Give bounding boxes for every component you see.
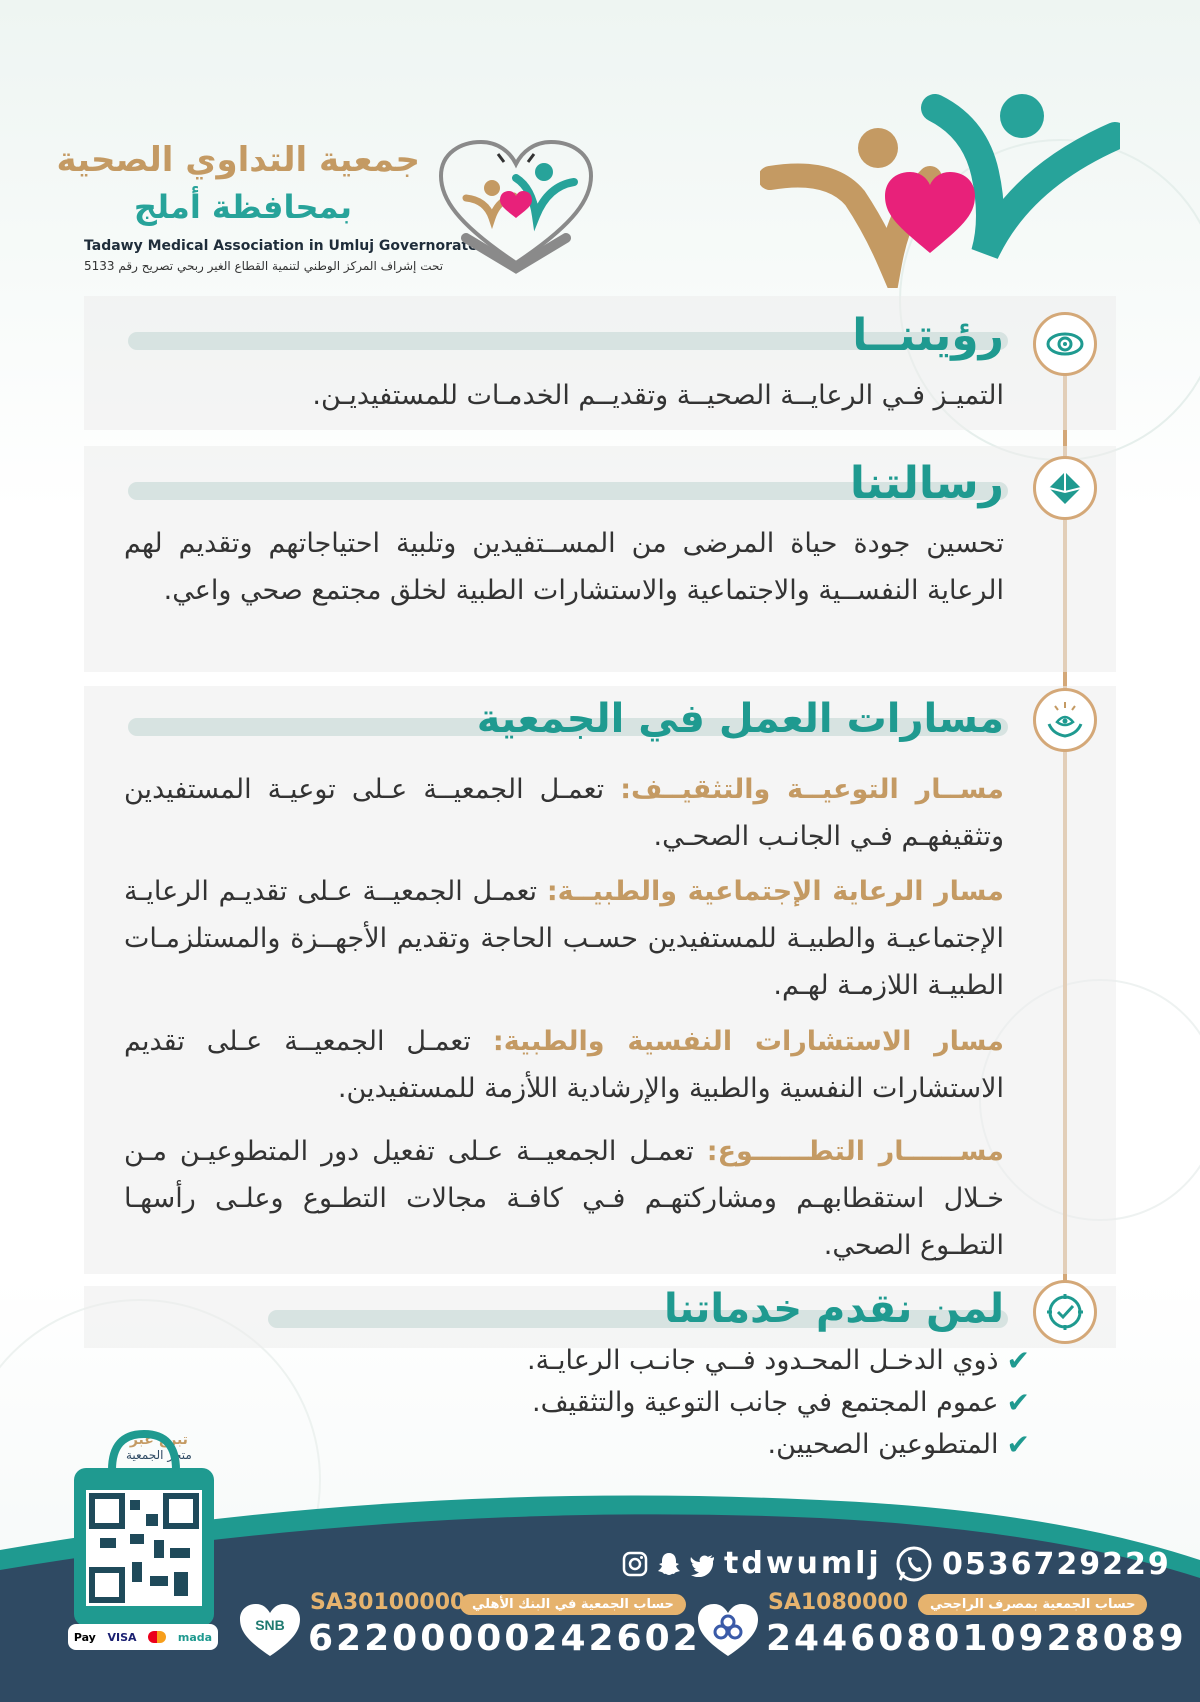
apple-pay-label: Pay [73, 1630, 96, 1644]
org-name-ar-line1: جمعية التداوي الصحية [56, 140, 420, 180]
beneficiary-text: عموم المجتمع في جانب التوعية والتثقيف. [532, 1387, 999, 1418]
bank2-label: حساب الجمعية في البنك الأهلي [460, 1594, 686, 1615]
path-text-consultations: تعمـل الجمعيــة عـلى تقديم الاستشارات النفسية والطبية والإرشادية اللأزمة للمستفيدين. [124, 1026, 1004, 1104]
beneficiary-item [768, 1428, 1030, 1461]
beneficiary-text: المتطوعين الصحيين. [767, 1429, 999, 1460]
beneficiary-item [532, 1386, 1030, 1419]
snb-bank-logo-icon [238, 1602, 302, 1658]
paths-hands-icon [1033, 688, 1097, 752]
snb-logo-text: SNB [255, 1617, 285, 1633]
beneficiary-item [527, 1344, 1030, 1377]
mission-text: تحسين جودة حياة المرضى من المســتفيدين وتلبية احتياجاتهم وتقديم لهم الرعاية النفســية والاجتماعية والاستشارات الطبية لخلق مجتمع صحي واعي. [124, 528, 1004, 606]
whatsapp-icon[interactable] [894, 1544, 934, 1584]
mission-title: رسالتنا [849, 458, 1004, 509]
alrajhi-bank-logo-icon [696, 1602, 760, 1658]
beneficiary-text: ذوي الدخـل المحـدود فــي جانـب الرعايـة. [527, 1345, 999, 1376]
path-label-volunteering: مســــــار التطــــــوع: [706, 1136, 1005, 1167]
mastercard-icon [148, 1631, 166, 1643]
check-icon: ✔ [1006, 1428, 1030, 1461]
path-label-social-care: مسار الرعاية الإجتماعية والطبيــة: [546, 876, 1004, 907]
path-text-awareness: تعمـل الجمعيــة عـلى توعيـة المستفيدين وتثقيفهـم فـي الجانـب الصحـي. [124, 774, 1004, 852]
payment-methods-strip [68, 1624, 218, 1650]
bank1-iban-prefix: SA1080000 [768, 1590, 909, 1615]
beneficiaries-target-icon [1033, 1280, 1097, 1344]
path-item-awareness [124, 766, 1004, 860]
mada-label: mada [177, 1630, 213, 1644]
path-item-volunteering [124, 1128, 1004, 1269]
bank2-iban-prefix: SA30100000 [310, 1590, 466, 1615]
path-text-volunteering: تعمـل الجمعيــة عـلى تفعيل دور المتطوعيـن مـن خـلال استقطابهـم ومشاركتهـم فـي كافـة مجالات التطـوع وعلـى رأسهـا التطـوع الصحي. [124, 1136, 1004, 1261]
vision-title: رؤيتنــا [852, 310, 1004, 361]
social-row [622, 1546, 882, 1581]
visa-label: VISA [107, 1630, 137, 1644]
association-logo-icon [436, 138, 596, 278]
twitter-icon[interactable] [690, 1551, 716, 1577]
snapchat-icon[interactable] [656, 1551, 682, 1577]
path-label-awareness: مســار التوعيــة والتثقيــف: [620, 774, 1004, 805]
vision-text: التميـز فـي الرعايــة الصحيــة وتقديــم الخدمـات للمستفيديـن. [312, 380, 1004, 411]
paths-title: مسارات العمل في الجمعية [476, 696, 1004, 742]
check-icon: ✔ [1006, 1344, 1030, 1377]
figures-heart-icon [760, 88, 1120, 288]
path-text-social-care: تعمـل الجمعيــة عـلى تقديـم الرعايـة الإجتماعيـة والطبيـة للمستفيدين حسـب الحاجة وتقديم الأجهــزة والمستلزمـات الطبيـة اللازمـة لهـم. [124, 876, 1004, 1001]
mission-envelope-icon [1033, 456, 1097, 520]
bank1-label: حساب الجمعية بمصرف الراجحي [918, 1594, 1147, 1615]
donate-label-1: تبرع عبر [129, 1432, 188, 1448]
instagram-icon[interactable] [622, 1551, 648, 1577]
path-item-social-care [124, 868, 1004, 1009]
bank1-account-number[interactable]: 244608010928089 [766, 1618, 1187, 1659]
store-bag-qr-icon[interactable] [70, 1430, 218, 1630]
phone-number[interactable]: 0536729229 [942, 1546, 1171, 1582]
path-item-consultations [124, 1018, 1004, 1112]
license-text: تحت إشراف المركز الوطني لتنمية القطاع الغير ربحي تصريح رقم 5133 [84, 259, 444, 273]
beneficiaries-title: لمن نقدم خدماتنا [664, 1286, 1004, 1332]
path-label-consultations: مسار الاستشارات النفسية والطبية: [492, 1026, 1004, 1057]
org-name-ar-line2: بمحافظة أملج [133, 188, 352, 226]
org-name-en: Tadawy Medical Association in Umluj Governorate [84, 238, 478, 254]
bank2-account-number[interactable]: 62200000242602 [308, 1618, 701, 1659]
check-icon: ✔ [1006, 1386, 1030, 1419]
social-handle[interactable]: tdwumlj [724, 1546, 882, 1581]
donate-label-2: متجر الجمعية [126, 1448, 192, 1462]
vision-eye-icon [1033, 312, 1097, 376]
phone-row [894, 1544, 1171, 1584]
